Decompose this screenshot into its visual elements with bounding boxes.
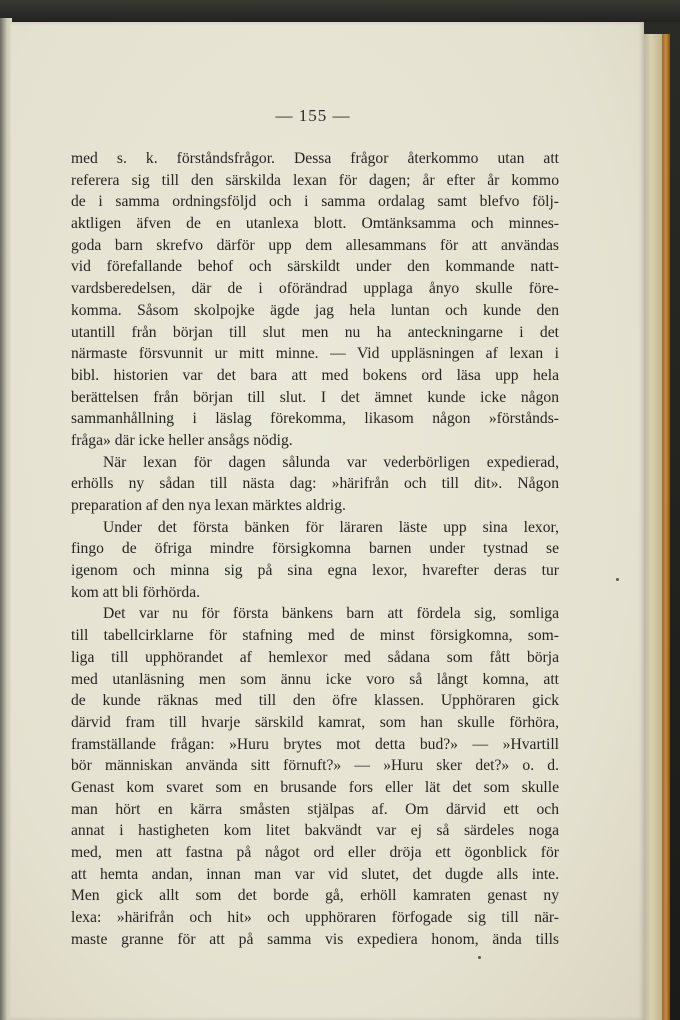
text-line: vid förefallande behof och särskildt under den kommande natt- (71, 258, 559, 276)
text-line: närmaste försvunnit ur mitt minne. — Vid uppläsningen af lexan i (71, 345, 559, 363)
paragraph-start-line: Det var nu för första bänkens barn att fördela sig, somliga (103, 605, 559, 623)
text-line: lexa: »härifrån och hit» och upphöraren förfogade sig till när- (71, 909, 559, 927)
text-line: bör människan använda sitt förnuft?» — »Huru sker det?» o. d. (71, 757, 559, 775)
text-line: framställande frågan: »Huru brytes mot detta bud?» — »Hvartill (71, 735, 559, 753)
text-line: utantill från början till slut men nu ha anteckningarne i det (71, 323, 559, 341)
text-line: Men gick allt som det borde gå, erhöll kamraten genast ny (71, 887, 559, 905)
book-binding (662, 34, 670, 1020)
body-text (71, 148, 559, 950)
text-line: liga till upphörandet af hemlexor med sådana som fått börja (71, 648, 559, 666)
text-line: aktligen äfven de en utanlexa blott. Omtänksamma och minnes- (71, 215, 559, 233)
text-line: med s. k. förståndsfrågor. Dessa frågor återkommo utan att (71, 150, 559, 167)
text-line: komma. Såsom skolpojke ägde jag hela luntan och kunde den (71, 301, 559, 319)
page-stack-edge (644, 34, 662, 1020)
text-line: fråga» där icke heller ansågs nödig. (71, 431, 293, 449)
text-line: igenom och minna sig på sina egna lexor, hvarefter deras tur (71, 562, 559, 580)
text-line: fingo de öfriga mindre försigkomna barnen under tystnad se (71, 540, 559, 558)
text-line: därvid fram till hvarje särskild kamrat, som han skulle förhöra, (71, 713, 559, 731)
text-line: bibl. historien var det bara att med bokens ord läsa upp hela (71, 366, 559, 384)
text-line: till tabellcirklarne för stafning med de minst försigkomna, som- (71, 627, 559, 645)
paragraph-start-line: Under det första bänken för läraren läste upp sina lexor, (103, 518, 559, 536)
text-line: med utanläsning men som ännu icke voro så långt komna, att (71, 670, 559, 688)
text-line: goda barn skrefvo därför upp dem allesammans för att användas (71, 236, 559, 254)
paragraph-start-line: När lexan för dagen sålunda var vederbörligen expedierad, (103, 453, 559, 471)
text-line: de i samma ordningsföljd och i samma ordalag samt blefvo följ- (71, 193, 559, 211)
text-line: att hemta andan, innan man var vid slutet, det dugde alls inte. (71, 865, 559, 883)
text-line: erhölls ny sådan till nästa dag: »härifrån och till dit». Någon (71, 475, 559, 493)
book-page (10, 22, 644, 1020)
text-line: referera sig till den särskilda lexan för dagen; år efter år kommo (71, 171, 559, 189)
page-number: — 155 — (275, 106, 351, 125)
paper-speck (478, 956, 481, 959)
text-line: sammanhållning i läslag förekomma, likasom någon »förstånds- (71, 410, 559, 428)
scan-top-strip (0, 0, 680, 22)
text-line: man hört en kärra småsten stjälpas af. Om därvid ett och (71, 800, 559, 818)
text-line: med, men att fastna på något ord eller dröja ett ögonblick för (71, 844, 559, 861)
paper-speck (616, 578, 619, 581)
text-line: vardsberedelsen, där de i oförändrad upplaga ånyo skulle före- (71, 280, 559, 298)
text-line: de kunde räknas med till den öfre klassen. Upphöraren gick (71, 692, 559, 710)
text-line: berättelsen från början till slut. I det ämnet kunde icke någon (71, 388, 559, 406)
text-line: kom att bli förhörda. (71, 583, 201, 601)
text-line: annat i hastigheten kom litet bakvändt var ej så särdeles noga (71, 822, 559, 840)
text-line: maste granne för att på samma vis expediera honom, ända tills (71, 930, 559, 948)
text-line: preparation af den nya lexan märktes aldrig. (71, 497, 346, 514)
text-line: Genast kom svaret som en brusande fors eller lät det som skulle (71, 778, 559, 796)
